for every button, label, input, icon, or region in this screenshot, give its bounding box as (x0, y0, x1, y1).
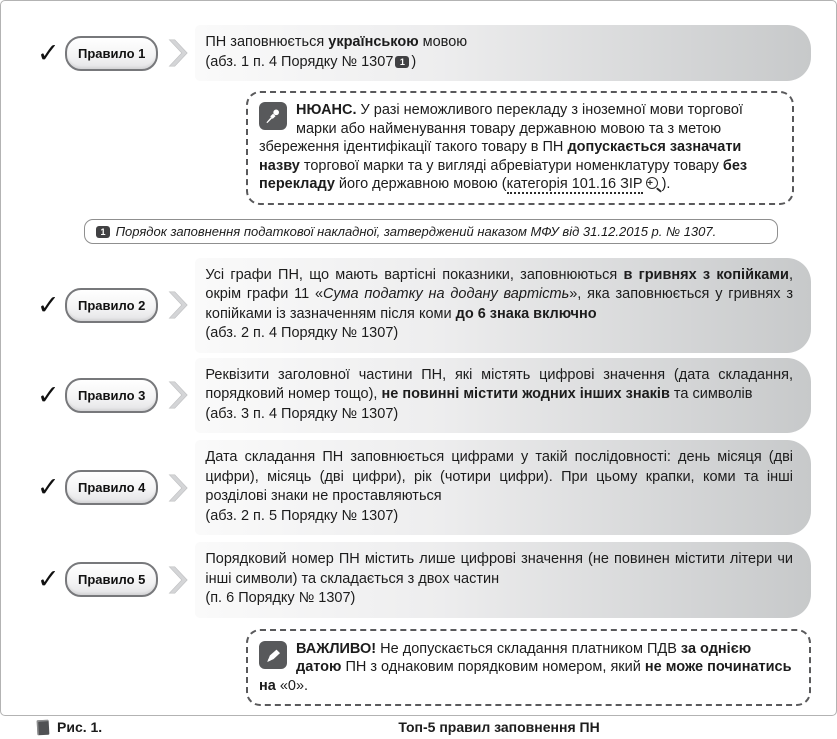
rule-row-1 (37, 25, 811, 81)
pushpin-icon (259, 102, 287, 130)
rule-4-badge: Правило 4 (65, 470, 158, 505)
rule-5-badge: Правило 5 (65, 562, 158, 597)
rule-3-box (195, 358, 811, 434)
checkmark-icon: ✓ (37, 37, 60, 69)
rule-row-2 (37, 258, 811, 353)
rule-3-citation: (абз. 3 п. 4 Порядку № 1307) (205, 405, 399, 422)
figure-title: Топ-5 правил заповнення ПН (398, 719, 600, 735)
checkmark-icon: ✓ (37, 289, 60, 321)
rule-5-citation: (п. 6 Порядку № 1307) (205, 590, 356, 606)
chevron-right-icon (167, 564, 188, 596)
rule-2-badge: Правило 2 (65, 288, 158, 323)
rule-4-citation: (абз. 2 п. 5 Порядку № 1307) (205, 507, 399, 524)
footnote-marker: 1 (96, 226, 110, 238)
important-note (246, 629, 811, 707)
rule-3-text: Реквізити заголовної частини ПН, які містять цифрові значення (дата складання, порядковий номер тощо), не повинні містити жодних інших знаків та символів (205, 366, 793, 402)
rule-2-citation: (абз. 2 п. 4 Порядку № 1307) (205, 325, 399, 341)
nuance-note (246, 91, 794, 205)
important-text: ВАЖЛИВО! Не допускається складання платником ПДВ за однією датою ПН з однаковим порядковим номером, який не може починатись на «0». (259, 640, 792, 694)
pen-icon (259, 641, 287, 669)
rule-row-5 (37, 542, 811, 618)
checkmark-icon: ✓ (37, 379, 60, 411)
rule-5-text: Порядковий номер ПН містить лише цифрові значення (не повинен містити літери чи інші символи) та складається з двох частин (205, 551, 793, 587)
chevron-right-icon (167, 379, 188, 411)
footnote-bar (84, 219, 778, 244)
rule-1-box (195, 25, 811, 81)
chevron-right-icon (167, 472, 188, 504)
rule-2-text: Усі графи ПН, що мають вартісні показники, заповнюються в гривнях з копійками, окрім графи 11 «Сума податку на додану вартість», яка заповнюється у гривнях з копійками із зазначенням після коми до 6 знака включно (205, 266, 793, 322)
footnote-ref-marker: 1 (395, 56, 409, 68)
nuance-text: НЮАНС. У разі неможливого перекладу з іноземної мови торгової марки або найменування товару державною мовою та з метою збереження ідентифікації такого товару в ПН допускається зазначати назву торгової марки та у вигляді абревіатури номенклатуру товару без перекладу його державною мовою (категорія 101.16 ЗІР + ). (259, 101, 780, 194)
rule-3-badge: Правило 3 (65, 378, 158, 413)
checkmark-icon: ✓ (37, 564, 60, 596)
zoom-icon[interactable] (646, 177, 658, 189)
figure-content (1, 1, 836, 739)
chevron-right-icon (167, 289, 188, 321)
chevron-right-icon (167, 37, 188, 69)
rule-row-3 (37, 358, 811, 434)
figure-footer (37, 715, 811, 739)
figure-page-icon (37, 719, 50, 735)
rule-5-box (195, 542, 811, 618)
rule-1-badge: Правило 1 (65, 36, 158, 71)
zir-category-link[interactable]: категорія 101.16 ЗІР (506, 176, 643, 192)
rule-1-text: ПН заповнюється українською мовою (205, 34, 468, 50)
rule-row-4 (37, 440, 811, 535)
footnote-text: Порядок заповнення податкової накладної, затверджений наказом МФУ від 31.12.2015 р. № 1307. (115, 223, 717, 239)
rule-4-text: Дата складання ПН заповнюється цифрами у такій послідовності: день місяця (дві цифри), місяць (дві цифри), рік (чотири цифри). При цьому крапки, коми та інші розділові знаки не проставляються (205, 449, 793, 504)
rule-2-box (195, 258, 811, 353)
rule-1-citation: (абз. 1 п. 4 Порядку № 1307 1 ) (205, 53, 417, 70)
checkmark-icon: ✓ (37, 472, 60, 503)
figure-label: Рис. 1. (57, 719, 103, 735)
rule-4-box (195, 440, 811, 535)
